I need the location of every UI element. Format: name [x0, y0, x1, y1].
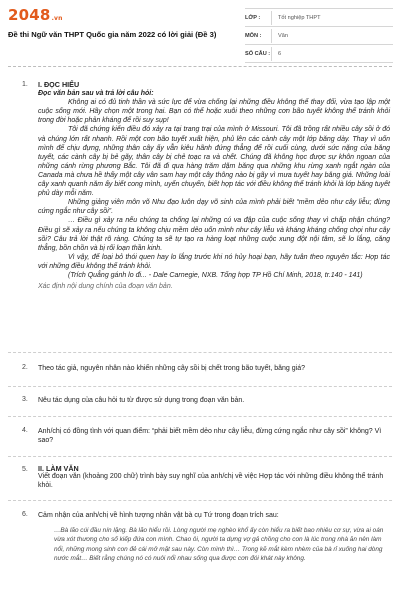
question-text: Theo tác giả, nguyên nhân nào khiến những cây sồi bị chết trong bão tuyết, băng giá?	[38, 365, 305, 372]
instruction: Đọc văn bản sau và trả lời câu hỏi:	[38, 90, 154, 98]
question-text: Nêu tác dụng của câu hỏi tu từ được sử dụng trong đoạn văn bản.	[38, 397, 245, 404]
question-body	[38, 464, 390, 490]
question-text: Anh/chị có đồng tình với quan điểm: “phải biết mềm dẻo như cây liễu, đừng cứng ngắc như cây sồi” không? Vì sao?	[38, 428, 382, 445]
passage-paragraph: Những giảng viên môn võ Nhu đạo luôn dạy võ sinh của mình phải biết “mềm dẻo như cây liễu; đừng cứng ngắc như cây sồi”.	[38, 199, 390, 216]
section-heading: II. LÀM VĂN	[38, 464, 79, 473]
info-row-subject: MÔN : Văn	[245, 27, 393, 45]
question-divider	[8, 386, 392, 387]
passage-paragraph: Vì vậy, để loại bỏ thói quen hay lo lắng trước khi nó hủy hoại bạn, hãy tuân theo nguyên tắc: Hợp tác với những điều không thể tránh khỏi.	[38, 253, 390, 270]
info-row-grade: LỚP : Tốt nghiệp THPT	[245, 8, 393, 27]
question-number: 5.	[22, 466, 28, 473]
question-text: Xác định nội dung chính của đoạn văn bản.	[38, 283, 173, 291]
page-header	[0, 0, 400, 62]
question-divider	[8, 416, 392, 417]
literary-excerpt: …Bà lão cúi đầu nín lặng. Bà lão hiểu rồi. Lòng người mẹ nghèo khổ ấy còn hiểu ra biết bao nhiêu cơ sự, vừa ai oán vừa xót thương cho số kiếp đứa con mình. Chao ôi, người ta dựng vợ gả chồng cho con là lúc trong nhà ăn nên làm nổi, những mong sinh con đẻ cái mở mặt sau này. Còn mình thì… Trong kẽ mắt kèm nhèm của bà rỉ xuống hai dòng nước mắt… Biết rằng chúng nó có nuôi nổi nhau sống qua được cơn đói khát này không.	[54, 527, 384, 562]
question-number: 4.	[22, 427, 28, 434]
reading-passage	[38, 98, 390, 280]
passage-paragraph: Không ai có đủ tinh thần và sức lực để vừa chống lại những điều không thể thay đổi, vừa tạo lập một cuộc sống mới. Hãy chọn một trong hai. Bạn có thể hoặc xuôi theo những cơn bão tuyết không thể tránh khỏi trong đời hoặc phản kháng để rồi suy sụp!	[38, 99, 390, 125]
section-heading: I. ĐỌC HIỂU	[38, 80, 80, 89]
question-number: 6.	[22, 511, 28, 518]
exam-info-table	[245, 8, 393, 63]
page-title: Đề thi Ngữ văn THPT Quốc gia năm 2022 có lời giải (Đề 3)	[8, 30, 217, 39]
citation: (Trích Quẳng gánh lo đi... - Dale Carnegie, NXB. Tổng hợp TP Hồ Chí Minh, 2018, tr.140 - 141)	[68, 271, 363, 279]
header-divider	[8, 66, 392, 67]
question-number: 3.	[22, 396, 28, 403]
passage-paragraph: Tôi đã chứng kiến điều đó xảy ra tại trang trại của mình ở Missouri. Tôi đã trồng rất nhiều cây sồi ở đó và chúng lớn rất nhanh. Rồi một cơn bão tuyết xuất hiện, phủ lên các cành cây một lớp băng dày. Thay vì uốn mình để chịu đựng, những thân cây ấy vẫn kiêu hãnh đứng thẳng để rồi cuối cùng, dưới sức nặng của băng tuyết, các cành cây bị bẻ gãy, thân cây bị chẻ toạc ra và chết. Chúng đã không học được sự khôn ngoan của những cánh rừng phương Bắc. Tôi đã đi qua hàng trăm dặm băng qua những khu rừng xanh ngắt ngàn của Canada mà chưa hề thấy một cây vân sam hay một cây thông nào bị gãy vì mưa tuyết hay băng giá. Những loài cây xanh quanh năm ấy biết cong mình, uyển chuyển, biết hợp tác với điều không thể tránh khỏi là lớp băng tuyết phủ dày mỗi năm.	[38, 126, 390, 198]
question-text: Viết đoạn văn (khoảng 200 chữ) trình bày suy nghĩ của anh/chị về việc Hợp tác với những điều không thể tránh khỏi.	[38, 473, 384, 489]
question-number: 2.	[22, 364, 28, 371]
passage-paragraph: … Điều gì xảy ra nếu chúng ta chống lại những cú va đập của cuộc sống thay vì chấp nhận chúng? Điều gì sẽ xảy ra nếu chúng ta không chịu mềm dẻo uốn mình như cây liễu và kháng kháng chống chọi như cây sồi? Câu trả lời thật rõ ràng. Chúng ta sẽ tự tạo ra hàng loạt những cuộc xung đột nội tâm, sẽ lo lắng, căng thẳng, bồn chồn và bị rối loạn thần kinh.	[38, 217, 390, 252]
question-body	[38, 511, 390, 563]
question-divider	[8, 352, 392, 353]
question-body	[38, 80, 390, 291]
question-text: Cảm nhận của anh/chị về hình tượng nhân vật bà cụ Tứ trong đoạn trích sau:	[38, 512, 279, 519]
question-divider	[8, 456, 392, 457]
question-number: 1.	[22, 81, 28, 88]
question-divider	[8, 500, 392, 501]
site-logo[interactable]: 2048.vn	[8, 6, 63, 24]
info-row-question-count: SỐ CÂU : 6	[245, 45, 393, 63]
